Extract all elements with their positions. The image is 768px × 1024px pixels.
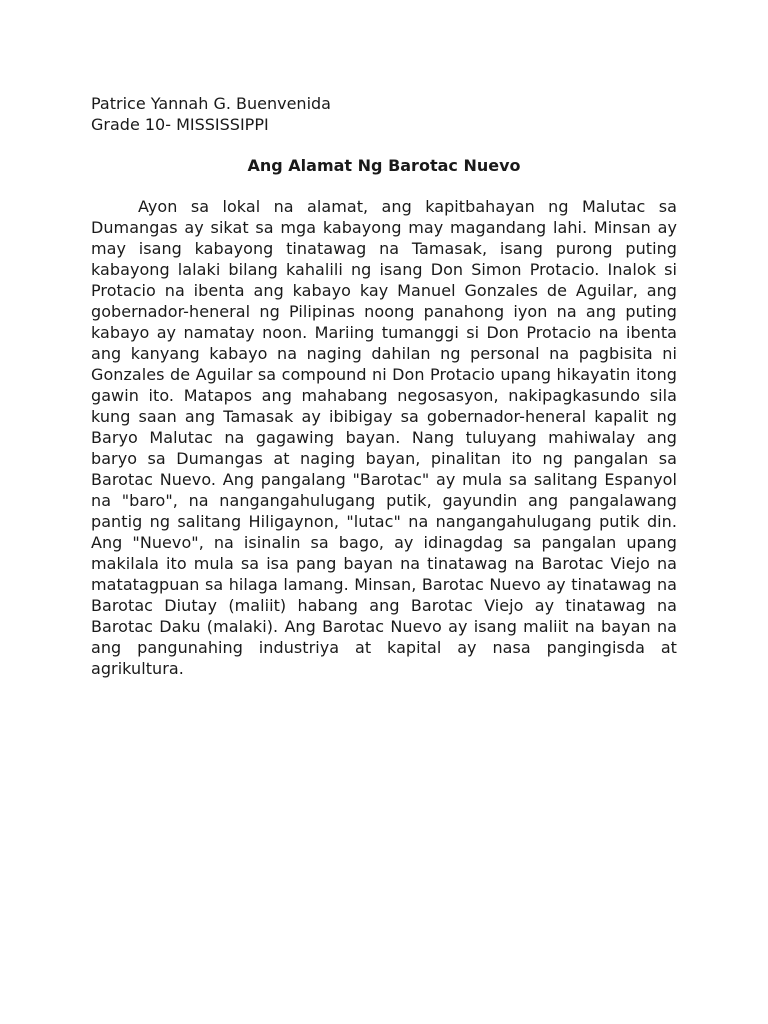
grade-section: Grade 10- MISSISSIPPI <box>91 115 269 134</box>
body-paragraph: Ayon sa lokal na alamat, ang kapitbahayan ng Malutac sa Dumangas ay sikat sa mga kabayong may magandang lahi. Minsan ay may isang kabayong tinatawag na Tamasak, isang purong puting kabayong lalaki bilang kahalili ng isang Don Simon Protacio. Inalok si Protacio na ibenta ang kabayo kay Manuel Gonzales de Aguilar, ang gobernador-heneral ng Pilipinas noong panahong iyon na ang puting kabayo ay namatay noon. Mariing tumanggi si Don Protacio na ibenta ang kanyang kabayo na naging dahilan ng personal na pagbisita ni Gonzales de Aguilar sa compound ni Don Protacio upang hikayatin itong gawin ito. Matapos ang mahabang negosasyon, nakipagkasundo sila kung saan ang Tamasak ay ibibigay sa gobernador-heneral kapalit ng Baryo Malutac na gagawing bayan. Nang tuluyang mahiwalay ang baryo sa Dumangas at naging bayan, pinalitan ito ng pangalan sa Barotac Nuevo. Ang pangalang "Barotac" ay mula sa salitang Espanyol na "baro", na nangangahulugang putik, gayundin ang pangalawang pantig ng salitang Hiligaynon, "lutac" na nangangahulugang putik din. Ang "Nuevo", na isinalin sa bago, ay idinagdag sa pangalan upang makilala ito mula sa isa pang bayan na tinatawag na Barotac Viejo na matatagpuan sa hilaga lamang. Minsan, Barotac Nuevo ay tinatawag na Barotac Diutay (maliit) habang ang Barotac Viejo ay tinatawag na Barotac Daku (malaki). Ang Barotac Nuevo ay isang maliit na bayan na ang pangunahing industriya at kapital ay nasa pangingisda at agrikultura. <box>91 197 677 678</box>
author-name: Patrice Yannah G. Buenvenida <box>91 94 331 113</box>
document-header <box>91 93 331 135</box>
document-title: Ang Alamat Ng Barotac Nuevo <box>247 156 521 175</box>
